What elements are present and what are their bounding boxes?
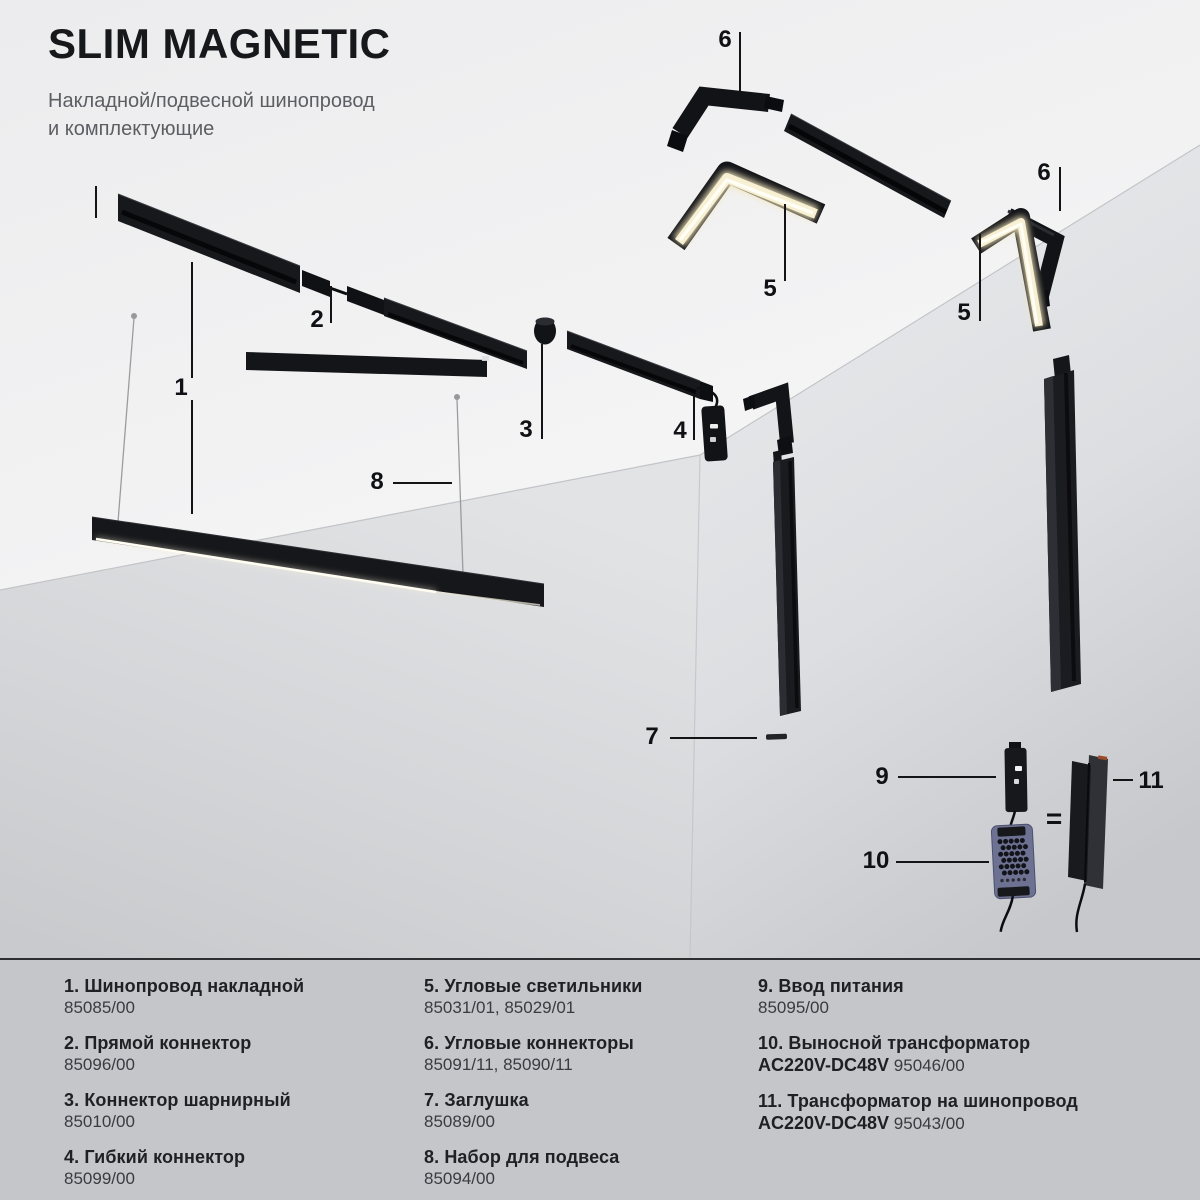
legend-item-name: 7. Заглушка xyxy=(424,1090,529,1110)
hinged-connector xyxy=(534,318,556,345)
callout-3: 3 xyxy=(519,416,533,443)
callout-4: 4 xyxy=(673,417,687,444)
callout-5-wall: 5 xyxy=(957,299,971,326)
callout-9: 9 xyxy=(875,763,889,790)
page-subtitle xyxy=(48,88,390,143)
legend-item-code: AC220V-DC48V 95043/00 xyxy=(758,1113,965,1133)
callout-6-ceiling: 6 xyxy=(718,26,732,53)
legend-item xyxy=(758,1090,1188,1135)
callout-8: 8 xyxy=(370,468,384,495)
legend-item xyxy=(64,1032,409,1076)
legend-item-name: 5. Угловые светильники xyxy=(424,976,643,996)
legend-item xyxy=(424,1089,744,1133)
legend-item xyxy=(64,1146,409,1190)
legend-item-name: 3. Коннектор шарнирный xyxy=(64,1090,291,1110)
legend-item-name: 4. Гибкий коннектор xyxy=(64,1147,246,1167)
legend-item xyxy=(64,1089,409,1133)
legend-item-name: 6. Угловые коннекторы xyxy=(424,1033,634,1053)
callout-2: 2 xyxy=(310,306,324,333)
page-title: SLIM MAGNETIC xyxy=(48,20,391,67)
legend-item xyxy=(64,975,409,1019)
legend-item-code: AC220V-DC48V 95046/00 xyxy=(758,1055,965,1075)
subtitle-line-2: и комплектующие xyxy=(48,117,215,140)
legend-item-name: 1. Шинопровод накладной xyxy=(64,976,305,996)
callout-10: 10 xyxy=(862,847,890,874)
legend-item-code: 85094/00 xyxy=(424,1169,495,1188)
legend-item-name: 9. Ввод питания xyxy=(758,976,904,996)
legend-item-code: 85010/00 xyxy=(64,1112,135,1131)
header xyxy=(48,22,390,143)
legend-item xyxy=(424,975,744,1019)
callout-6-wall: 6 xyxy=(1037,159,1051,186)
legend-item-name: 2. Прямой коннектор xyxy=(64,1033,252,1053)
legend-item-code: 85031/01, 85029/01 xyxy=(424,998,576,1017)
legend-item-code: 85095/00 xyxy=(758,998,829,1017)
legend-panel xyxy=(0,958,1200,1200)
legend-item-name: 10. Выносной трансформатор xyxy=(758,1033,1031,1053)
legend-item-code: 85091/11, 85090/11 xyxy=(424,1055,573,1074)
legend-item-code: 85089/00 xyxy=(424,1112,495,1131)
legend-item-name: 11. Трансформатор на шинопровод xyxy=(758,1091,1078,1111)
legend-item-code: 85099/00 xyxy=(64,1169,135,1188)
callout-7: 7 xyxy=(645,723,659,750)
callout-5-ceiling: 5 xyxy=(763,275,777,302)
legend-item xyxy=(758,1032,1188,1077)
legend-item-code: 85096/00 xyxy=(64,1055,135,1074)
legend-item xyxy=(424,1146,744,1190)
legend-column-3 xyxy=(758,975,1188,1148)
equals-sign: = xyxy=(1045,803,1063,834)
legend-item-name: 8. Набор для подвеса xyxy=(424,1147,620,1167)
end-cap xyxy=(766,734,787,740)
callout-1: 1 xyxy=(174,374,188,401)
legend-item xyxy=(424,1032,744,1076)
legend-item-code: 85085/00 xyxy=(64,998,135,1017)
callout-11: 11 xyxy=(1138,767,1164,794)
legend-column-1 xyxy=(64,975,409,1200)
legend-column-2 xyxy=(424,975,744,1200)
subtitle-line-1: Накладной/подвесной шинопровод xyxy=(48,90,375,113)
legend-item xyxy=(758,975,1188,1019)
